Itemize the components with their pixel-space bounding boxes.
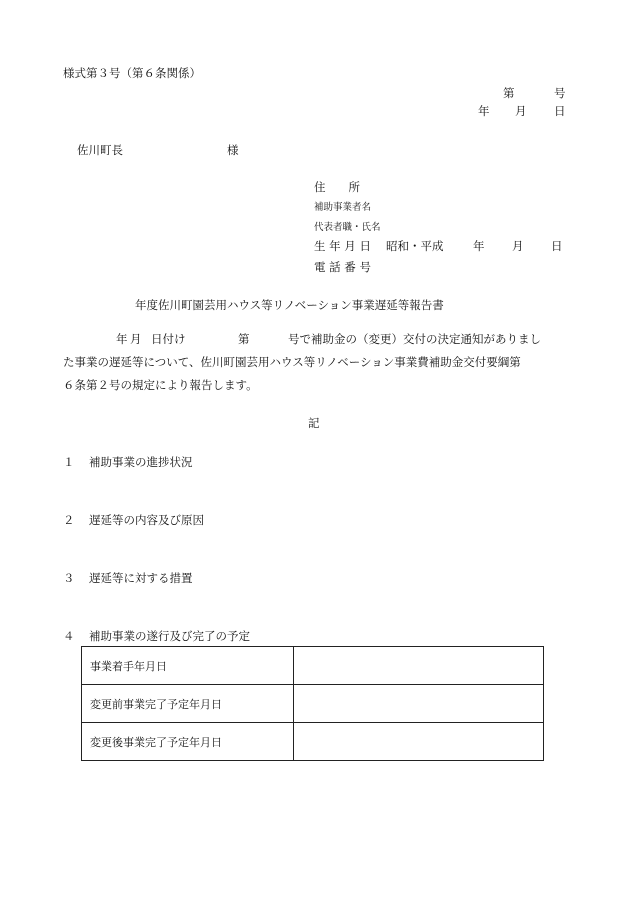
- applicant-era: 昭和・平成: [386, 239, 444, 253]
- row-value-start-date[interactable]: [294, 647, 544, 685]
- row-label-planned-completion-before: 変更前事業完了予定年月日: [82, 685, 294, 723]
- body-line3: ６条第２号の規定により報告します。: [63, 378, 258, 392]
- date-year: 年: [478, 104, 490, 118]
- applicant-birthdate-label: 生 年 月 日: [314, 239, 371, 253]
- applicant-address-label: 住 所: [314, 180, 360, 194]
- body-line2: た事業の遅延等について、佐川町園芸用ハウス等リノベーション事業費補助金交付要綱第: [63, 355, 521, 369]
- item-2-number: ２: [63, 513, 75, 527]
- doc-number-dai: 第: [503, 86, 515, 100]
- table-row: [82, 685, 544, 723]
- doc-number-go: 号: [554, 86, 566, 100]
- date-day: 日: [554, 104, 566, 118]
- item-3-number: ３: [63, 571, 75, 585]
- body-notice-dai: 第: [238, 332, 250, 346]
- document-title: 年度佐川町園芸用ハウス等リノベーション事業遅延等報告書: [135, 298, 444, 312]
- item-1-label: 補助事業の進捗状況: [89, 455, 193, 469]
- row-label-planned-completion-after: 変更後事業完了予定年月日: [82, 723, 294, 761]
- addressee-name: 佐川町長: [77, 143, 123, 157]
- body-notice-year: 年: [116, 332, 128, 346]
- ki-heading: 記: [308, 416, 320, 430]
- row-value-planned-completion-after[interactable]: [294, 723, 544, 761]
- item-4-number: ４: [63, 629, 75, 643]
- row-label-start-date: 事業着手年月日: [82, 647, 294, 685]
- applicant-representative-label: 代表者職・氏名: [314, 222, 381, 233]
- applicant-birth-year: 年: [473, 239, 485, 253]
- body-notice-month: 月: [130, 332, 142, 346]
- table-row: [82, 647, 544, 685]
- schedule-table: [81, 646, 544, 761]
- row-value-planned-completion-before[interactable]: [294, 685, 544, 723]
- applicant-birth-day: 日: [551, 239, 563, 253]
- form-number: 様式第３号（第６条関係）: [63, 66, 201, 80]
- applicant-birth-month: 月: [512, 239, 524, 253]
- item-4-label: 補助事業の遂行及び完了の予定: [89, 629, 250, 643]
- item-1-number: １: [63, 455, 75, 469]
- body-notice-day: 日付け: [151, 332, 186, 346]
- date-month: 月: [515, 104, 527, 118]
- item-3-label: 遅延等に対する措置: [89, 571, 193, 585]
- body-line1-rest: 号で補助金の（変更）交付の決定通知がありまし: [288, 332, 541, 346]
- applicant-phone-label: 電 話 番 号: [314, 260, 371, 274]
- applicant-name-label: 補助事業者名: [314, 202, 372, 213]
- table-row: [82, 723, 544, 761]
- addressee-sama: 様: [227, 143, 239, 157]
- item-2-label: 遅延等の内容及び原因: [89, 513, 204, 527]
